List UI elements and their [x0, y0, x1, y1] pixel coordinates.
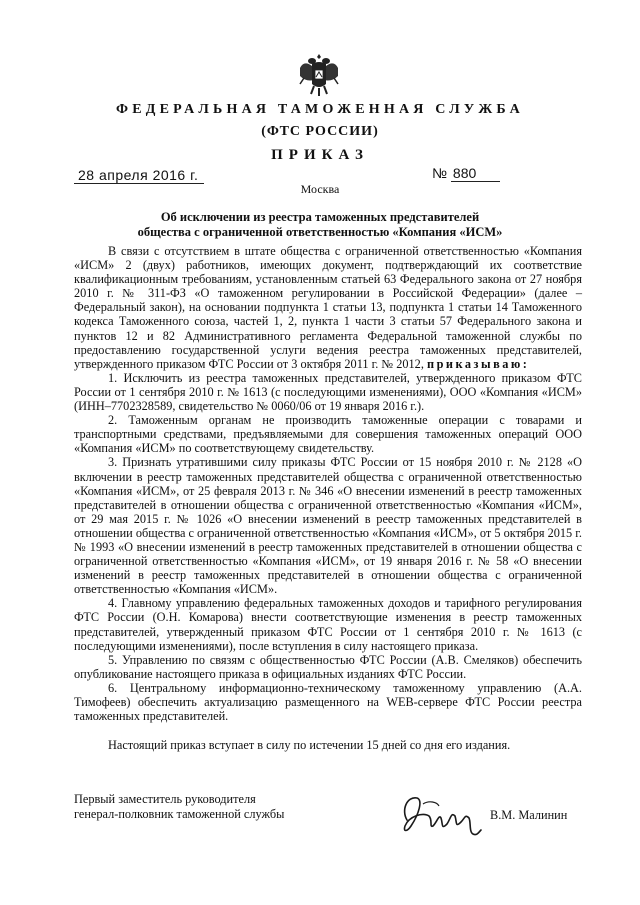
number-value: 880 — [451, 165, 500, 182]
effective-date-paragraph: Настоящий приказ вступает в силу по истечении 15 дней со дня его издания. — [108, 738, 511, 753]
order-item: 4. Главному управлению федеральных таможенных доходов и тарифного регулирования ФТС России (О.Н. Комарова) внести соответствующие изменения в реестр таможенных представителей, утвержденный приказом ФТС России от 1 сентября 2010 г. № 1613 (с последующими изменениями), после вступления в силу настоящего приказа. — [74, 596, 582, 653]
document-body — [74, 244, 582, 752]
signer-name: В.М. Малинин — [490, 808, 568, 822]
position-line-2: генерал-полковник таможенной службы — [74, 807, 285, 821]
document-title — [100, 210, 540, 240]
order-word: приказываю: — [426, 356, 530, 371]
order-item: 6. Центральному информационно-техническому таможенному управлению (А.А. Тимофеев) обеспечить актуализацию размещенного на WEB-сервере ФТС России реестра таможенных представителей. — [74, 680, 582, 724]
order-item: 1. Исключить из реестра таможенных представителей, утвержденного приказом ФТС России от 1 сентября 2010 г. № 1613 (с последующими изменениями), ООО «Компания «ИСМ» (ИНН–7702328589, свидетельство № 0060/06 от 19 января 2016 г.). — [74, 370, 582, 414]
number-label: № — [432, 165, 448, 181]
signatory-position — [74, 792, 284, 822]
order-item: 5. Управлению по связям с общественностью ФТС России (А.В. Смеляков) обеспечить опубликование настоящего приказа в официальных изданиях ФТС России. — [74, 652, 582, 681]
agency-name: ФЕДЕРАЛЬНАЯ ТАМОЖЕННАЯ СЛУЖБА — [116, 102, 524, 117]
order-item: 2. Таможенным органам не производить таможенные операции с товарами и транспортными средствами, предъявляемыми для совершения таможенных операций ООО «Компания «ИСМ» по соответствующему свидетельству. — [74, 413, 582, 456]
document-type: ПРИКАЗ — [271, 147, 369, 163]
title-line-1: Об исключении из реестра таможенных представителей — [160, 210, 480, 224]
coat-of-arms-emblem — [296, 50, 342, 100]
title-line-2: общества с ограниченной ответственностью «Компания «ИСМ» — [137, 225, 503, 239]
preamble-text: В связи с отсутствием в штате общества с ограниченной ответственностью «Компания «ИСМ» 2 (двух) работников, имеющих документ, подтверждающий их соответствие квалификационным требованиям, установленным статьей 63 Федерального закона от 27 ноября 2010 г. № 311-ФЗ «О таможенном регулировании в Российской Федерации» (далее – Федеральный закон), на основании подпункта 1 статьи 13, подпункта 1 статьи 14 Таможенного кодекса Таможенного союза, частей 1, 2, пункта 1 части 3 статьи 57 Федерального закона и пунктов 12 и 82 Административного регламента Федеральной таможенной службы по предоставлению государственной услуги ведения реестра таможенных представителей, утвержденного приказом ФТС России от 3 октября 2011 г. № 2012, — [74, 244, 582, 371]
order-item: 3. Признать утратившими силу приказы ФТС России от 15 ноября 2010 г. № 2128 «О включении в реестр таможенных представителей общества с ограниченной ответственностью «Компания «ИСМ», от 25 февраля 2013 г. № 346 «О внесении изменений в реестр таможенных представителей в отношении общества с ограниченной ответственностью «Компания «ИСМ», от 29 мая 2015 г. № 1026 «О внесении изменений в реестр таможенных представителей в отношении общества с ограниченной ответственностью «Компания «ИСМ», от 5 октября 2015 г. № 1993 «О внесении изменений в реестр таможенных представителей в отношении общества с ограниченной ответственностью «Компания «ИСМ», от 19 января 2016 г. № 58 «О внесении изменений в реестр таможенных представителей в отношении общества с ограниченной ответственностью «Компания «ИСМ». — [74, 455, 582, 597]
city: Москва — [300, 182, 340, 196]
preamble-paragraph — [74, 244, 582, 371]
order-date: 28 апреля 2016 г. — [74, 167, 204, 184]
position-line-1: Первый заместитель руководителя — [74, 792, 256, 806]
order-number — [432, 165, 500, 181]
handwritten-signature — [393, 790, 485, 840]
agency-short-name: (ФТС РОССИИ) — [261, 124, 379, 139]
